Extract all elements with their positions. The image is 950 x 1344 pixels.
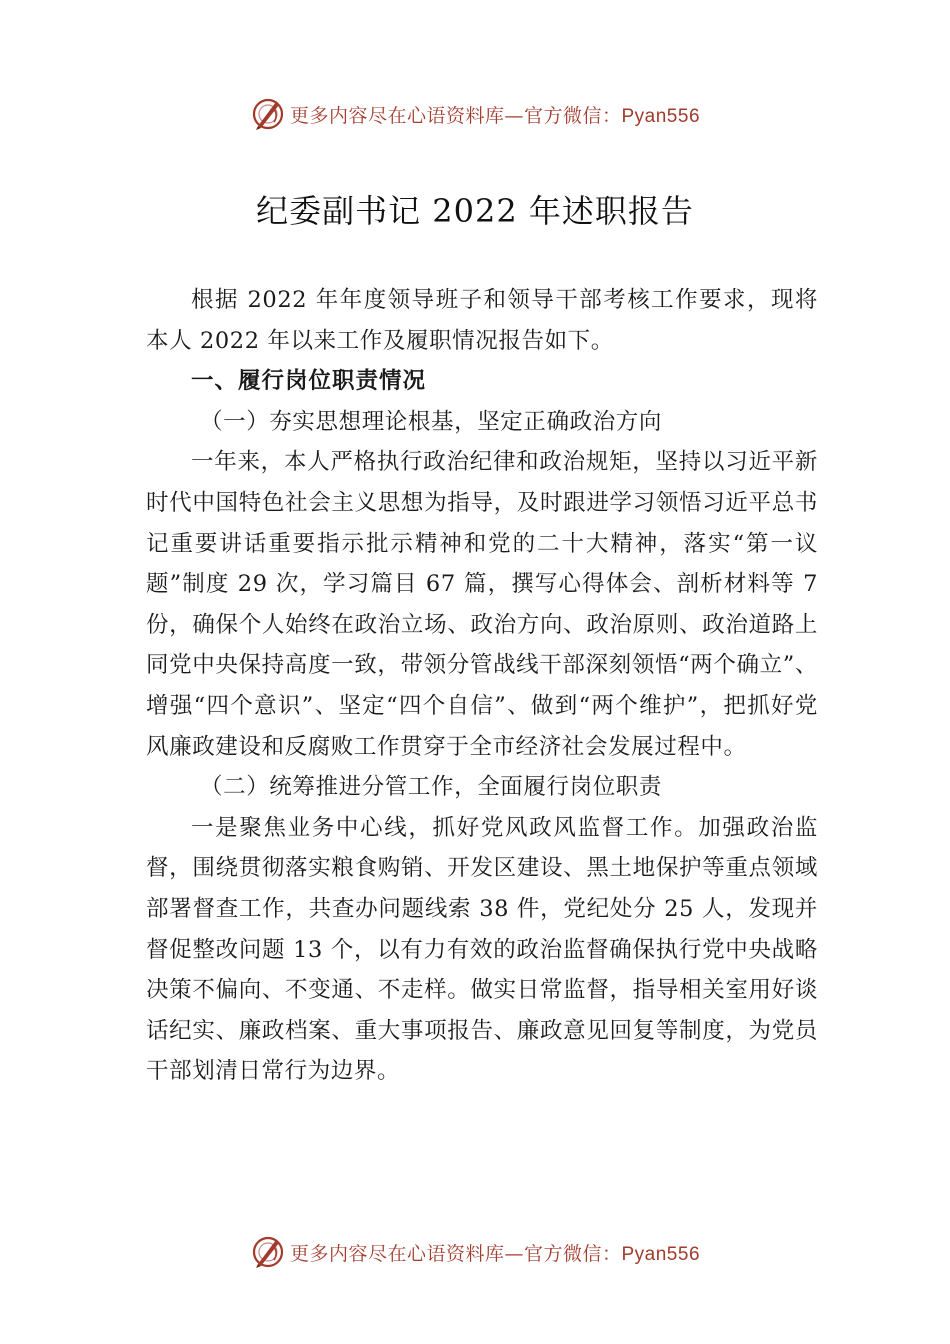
pen-quill-logo-icon [250, 1234, 286, 1270]
pen-quill-logo-icon [250, 96, 286, 132]
watermark-wechat-id: Pyan556 [621, 105, 701, 127]
watermark-footer [0, 1232, 950, 1272]
watermark-wechat-id: Pyan556 [621, 1243, 701, 1265]
watermark-header [0, 94, 950, 134]
subsection-heading-1: （一）夯实思想理论根基，坚定正确政治方向 [200, 408, 663, 435]
body-paragraph-2: 一是聚焦业务中心线，抓好党风政风监督工作。加强政治监督，围绕贯彻落实粮食购销、开发区建设、黑土地保护等重点领域部署督查工作，共查办问题线索 38 件，党纪处分 25 人，发现并督促整改问题 13 个，以有力有效的政治监督确保执行党中央战略决策不偏向、不变通、不走样。做实日常监督，指导相关室用好谈话纪实、廉政档案、重大事项报告、廉政意见回复等制度，为党员干部划清日常行为边界。 [146, 814, 818, 1085]
intro-paragraph: 根据 2022 年年度领导班子和领导干部考核工作要求，现将本人 2022 年以来工作及履职情况报告如下。 [146, 287, 818, 354]
watermark-text: 更多内容尽在心语资料库—官方微信： [289, 1242, 622, 1265]
subsection-heading-2: （二）统筹推进分管工作，全面履行岗位职责 [200, 774, 663, 801]
document-body [146, 280, 818, 1092]
section-heading-1: 一、履行岗位职责情况 [191, 368, 427, 395]
watermark-text: 更多内容尽在心语资料库—官方微信： [289, 104, 622, 127]
body-paragraph-1: 一年来，本人严格执行政治纪律和政治规矩，坚持以习近平新时代中国特色社会主义思想为指导，及时跟进学习领悟习近平总书记重要讲话重要指示批示精神和党的二十大精神，落实“第一议题”制度 29 次，学习篇目 67 篇，撰写心得体会、剖析材料等 7 份，确保个人始终在政治立场、政治方向、政治原则、政治道路上同党中央保持高度一致，带领分管战线干部深刻领悟“两个确立”、增强“四个意识”、坚定“四个自信”、做到“两个维护”，把抓好党风廉政建设和反腐败工作贯穿于全市经济社会发展过程中。 [146, 449, 818, 760]
document-title: 纪委副书记 2022 年述职报告 [256, 192, 694, 230]
